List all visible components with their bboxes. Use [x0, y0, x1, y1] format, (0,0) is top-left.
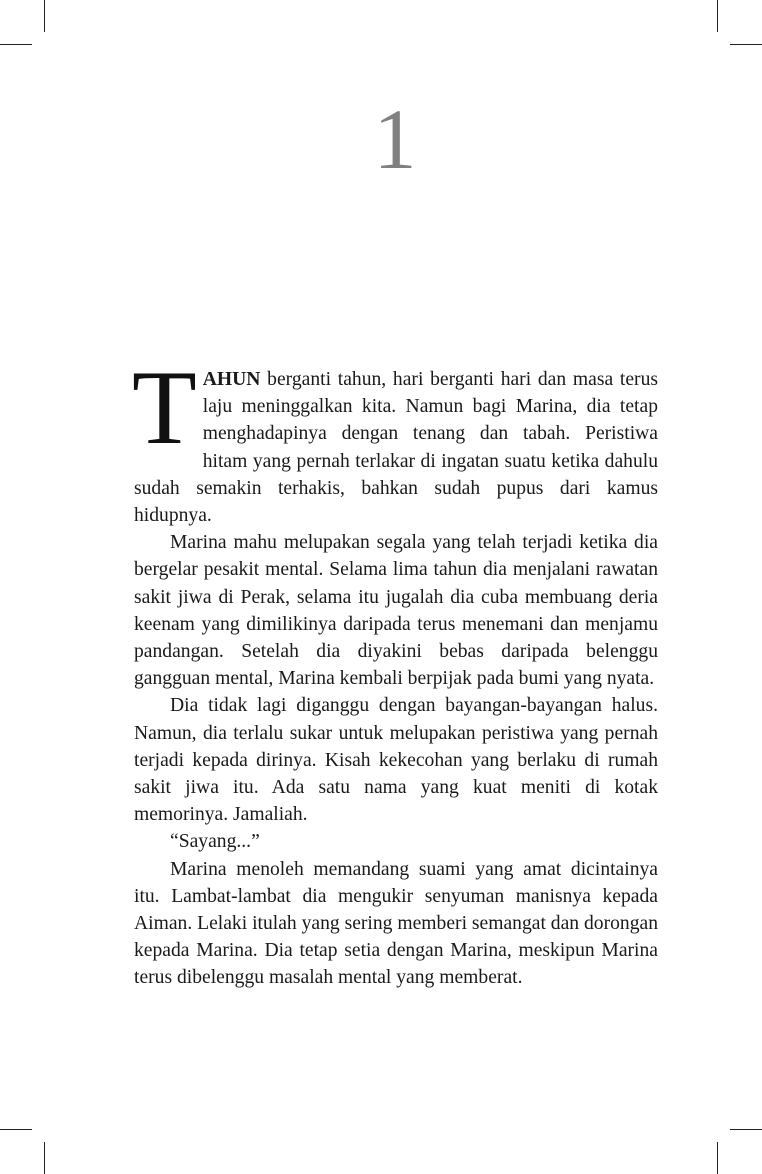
crop-mark-top-right-horizontal	[730, 44, 762, 45]
opening-paragraph	[132, 349, 658, 529]
chapter-body	[132, 349, 658, 992]
crop-mark-bottom-right-horizontal	[730, 1129, 762, 1130]
paragraph: Marina menoleh memandang suami yang amat dicintainya itu. Lambat-lambat dia mengukir senyuman manisnya kepada Aiman. Lelaki itulah yang sering memberi semangat dan dorongan kepada Marina. Dia tetap setia dengan Marina, meskipun Marina terus dibelenggu masalah mental yang memberat.	[134, 858, 658, 989]
crop-mark-bottom-left-vertical	[44, 1142, 45, 1174]
lead-word: AHUN	[202, 369, 261, 390]
opening-paragraph-text: berganti tahun, hari berganti hari dan masa terus laju meninggalkan kita. Namun bagi Marina, dia tetap menghadapinya dengan tenang dan tabah. Peristiwa hitam yang pernah terlakar di ingatan suatu ketika dahulu sudah semakin terhakis, bahkan sudah pupus dari kamus hidupnya.	[134, 369, 658, 527]
crop-mark-top-left-vertical	[44, 0, 45, 32]
dialogue-line: “Sayang...”	[170, 831, 260, 853]
chapter-number: 1	[373, 91, 417, 187]
crop-mark-bottom-left-horizontal	[0, 1129, 32, 1130]
paragraph: Dia tidak lagi diganggu dengan bayangan-bayangan halus. Namun, dia terlalu sukar untuk melupakan peristiwa yang pernah terjadi kepada dirinya. Kisah kekecohan yang berlaku di rumah sakit jiwa itu. Ada satu nama yang kuat meniti di kotak memorinya. Jamaliah.	[134, 695, 658, 826]
paragraph: Marina mahu melupakan segala yang telah terjadi ketika dia bergelar pesakit mental. Selama lima tahun dia menjalani rawatan sakit jiwa di Perak, selama itu jugalah dia cuba membuang deria keenam yang dimilikinya daripada terus menemani dan menjamu pandangan. Setelah dia diyakini bebas daripada belenggu gangguan mental, Marina kembali berpijak pada bumi yang nyata.	[134, 532, 658, 690]
drop-cap: T	[132, 349, 197, 466]
crop-mark-top-left-horizontal	[0, 44, 32, 45]
crop-mark-bottom-right-vertical	[717, 1142, 718, 1174]
crop-mark-top-right-vertical	[717, 0, 718, 32]
